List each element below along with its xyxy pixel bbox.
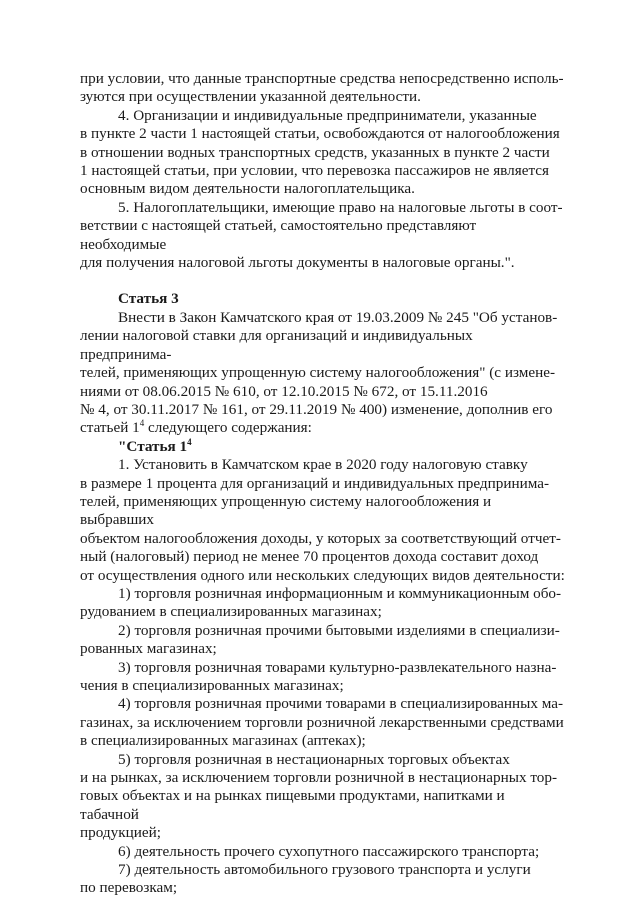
text-line: при условии, что данные транспортные средства непосредственно исполь- — [80, 70, 564, 87]
text-line: Внести в Закон Камчатского края от 19.03.2009 № 245 "Об установ- — [118, 308, 558, 326]
article-1-4-clause-1 — [80, 456, 566, 585]
text-line: 6) деятельность прочего сухопутного пассажирского транспорта; — [118, 842, 540, 860]
text-line: 7) деятельность автомобильного грузового транспорта и услуги — [118, 861, 531, 879]
text-line: 4. Организации и индивидуальные предприниматели, указанные — [118, 106, 537, 124]
text-line: телей, применяющих упрощенную систему налогообложения и выбравших — [80, 492, 492, 529]
text-line: 2) торговля розничная прочими бытовыми изделиями в специализи- — [118, 621, 560, 639]
text-line: и на рынках, за исключением торговли розничной в нестационарных тор- — [80, 769, 558, 787]
text-line: в пункте 2 части 1 настоящей статьи, освобождаются от налогообложения — [80, 125, 560, 143]
superscript: 4 — [139, 418, 145, 429]
text-line: говых объектах и на рынках пищевыми продуктами, напитками и табачной — [80, 787, 505, 823]
text-line: объектом налогообложения доходы, у которых за соответствующий отчет- — [80, 529, 561, 547]
text-fragment: "Статья 1 — [118, 437, 188, 455]
text-line: рудованием в специализированных магазинах; — [80, 603, 382, 621]
superscript: 4 — [187, 436, 192, 447]
article-3-body — [80, 309, 566, 438]
list-item — [80, 861, 566, 898]
activity-list — [80, 585, 566, 898]
list-item — [80, 659, 566, 696]
text-line: ный (налоговый) период не менее 70 процентов дохода составит доход — [80, 548, 539, 566]
list-item — [80, 695, 566, 750]
text-line: телей, применяющих упрощенную систему налогообложения" (с измене- — [80, 364, 556, 382]
paragraph-4 — [80, 107, 566, 199]
text-line: 3) торговля розничная товарами культурно-развлекательного назна- — [118, 658, 557, 676]
list-item — [80, 622, 566, 659]
list-item — [80, 843, 566, 861]
text-line: № 4, от 30.11.2017 № 161, от 29.11.2019 № 400) изменение, дополнив его — [80, 400, 553, 418]
spacer — [80, 272, 566, 290]
list-item — [80, 585, 566, 622]
paragraph-3-end — [80, 70, 566, 107]
text-line: 1. Установить в Камчатском крае в 2020 году налоговую ставку — [118, 456, 528, 474]
text-line: чения в специализированных магазинах; — [80, 677, 344, 694]
article-1-4-heading — [80, 438, 566, 456]
text-line: рованных магазинах; — [80, 640, 217, 658]
text-line: лении налоговой ставки для организаций и индивидуальных предпринима- — [80, 327, 473, 363]
text-fragment: статьей 1 — [80, 419, 140, 437]
text-line: 5) торговля розничная в нестационарных торговых объектах — [118, 750, 510, 768]
text-line: ветствии с настоящей статьей, самостоятельно представляют необходимые — [80, 217, 477, 253]
text-line: по перевозкам; — [80, 879, 178, 897]
text-line: в размере 1 процента для организаций и индивидуальных предпринима- — [80, 474, 550, 492]
text-line: газинах, за исключением торговли розничной лекарственными средствами — [80, 713, 564, 731]
text-line — [80, 419, 566, 437]
text-line: 4) торговля розничная прочими товарами в специализированных ма- — [118, 695, 564, 713]
text-line: 1) торговля розничная информационным и коммуникационным обо- — [118, 584, 562, 602]
article-3-heading: Статья 3 — [118, 290, 179, 308]
text-line: от осуществления одного или нескольких следующих видов деятельности: — [80, 566, 565, 584]
text-fragment: следующего содержания: — [144, 419, 312, 437]
text-line: основным видом деятельности налогоплательщика. — [80, 180, 415, 198]
text-line: 1 настоящей статьи, при условии, что перевозка пассажиров не является — [80, 162, 550, 180]
text-line: в отношении водных транспортных средств, указанных в пункте 2 части — [80, 143, 550, 161]
text-line: ниями от 08.06.2015 № 610, от 12.10.2015 № 672, от 15.11.2016 — [80, 382, 488, 400]
paragraph-5 — [80, 199, 566, 273]
text-line: для получения налоговой льготы документы в налоговые органы.". — [80, 254, 515, 272]
list-item — [80, 751, 566, 843]
text-line: в специализированных магазинах (аптеках); — [80, 732, 366, 750]
text-line: зуются при осуществлении указанной деятельности. — [80, 88, 421, 106]
text-line: продукцией; — [80, 824, 161, 842]
text-line: 5. Налогоплательщики, имеющие право на налоговые льготы в соот- — [118, 198, 563, 216]
